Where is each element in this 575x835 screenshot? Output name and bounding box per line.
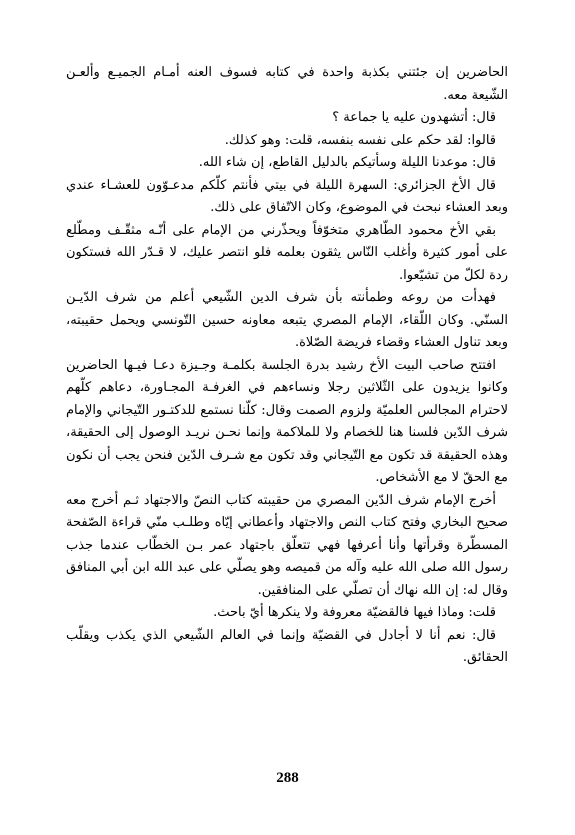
paragraph-9: أخرج الإمام شرف الدّين المصري من حقيبته كتاب النصّ والاجتهاد ثـم أخرج معه صحيح البخاري وفتح كتاب النص والاجتهاد وأعطاني إيّاه وطلـب منّي قراءة الصّفحة المسطّرة وقرأتها وأنا أعرفها فهي تتعلّق باجتهاد عمر بـن الخطّاب عندما جذب رسول الله صلى الله عليه وآله من قميصه وهو يصلّي على عبد الله ابن أبي المنافق وقال له: إن الله نهاك أن تصلّي على المنافقين. [66,492,509,598]
paragraph-7: فهدأت من روعه وطمأنته بأن شرف الدين الشّيعي أعلم من شرف الدّيـن السنّي. وكان اللّقاء، الإمام المصري يتبعه معاونه حسين التّونسي ويحمل حقيبته، وبعد تناول العشاء وقضاء فريضة الصّلاة. [66,290,508,350]
paragraph-2: قال: أتشهدون عليه يا جماعة ؟ [332,110,496,125]
paragraph-10: قلت: وماذا فيها فالقضيّة معروفة ولا ينكرها أيّ باحث. [213,605,496,620]
paragraph-1: الحاضرين إن جئتني بكذبة واحدة في كتابه فسوف العنه أمـام الجميـع وألعـن الشّيعة معه. [66,65,508,103]
paragraph-4: قال: موعدنا الليلة وسأتيكم بالدليل القاطع، إن شاء الله. [198,155,496,170]
paragraph-3: قالوا: لقد حكم على نفسه بنفسه، قلت: وهو كذلك. [224,132,496,148]
paragraph-6: بقي الأخ محمود الطّاهري متخوّفاً ويحذّرني من الإمام على أنّـه مثقّـف ومطّلع على أمور كثيرة وأغلب النّاس يثقون بعلمه فلو انتصر عليك، لا قـدّر الله فستكون ردة لكلّ من تشيّعوا. [66,222,508,283]
page-number: 288 [276,770,299,786]
paragraph-8: افتتح صاحب البيت الأخ رشيد بدرة الجلسة بكلمـة وجـيزة دعـا فيـها الحاضرين وكانوا يزيدون على الثّلاثين رجلا ونساءهم في الغرفـة المجـاورة، دعاهم كلّهم لاحترام المجالس العلميّة ولزوم الصمت وقال: كلّنا نستمع للدكتـور التّيجاني والإمام شرف الدّين فلسنا هنا للخصام ولا للملاكمة وإنما نحـن نريـد الوصول إلى الحقيقة، وهذه الحقيقة قد تكون مع التّيجاني وقد تكون مع شـرف الدّين فنحن يجب أن نكون مع الحقّ لا مع الأشخاص. [66,357,508,485]
paragraph-11: قال: نعم أنا لا أجادل في القضيّة وإنما في العالم الشّيعي الذي يكذب ويقلّب الحقائق. [66,627,508,665]
page-body [66,62,508,670]
paragraph-5: قال الأخ الجزائري: السهرة الليلة في بيتي فأنتم كلّكم مدعـوّون للعشـاء عندي وبعد العشاء نبحث في الموضوع، وكان الاتّفاق على ذلك. [66,177,508,215]
